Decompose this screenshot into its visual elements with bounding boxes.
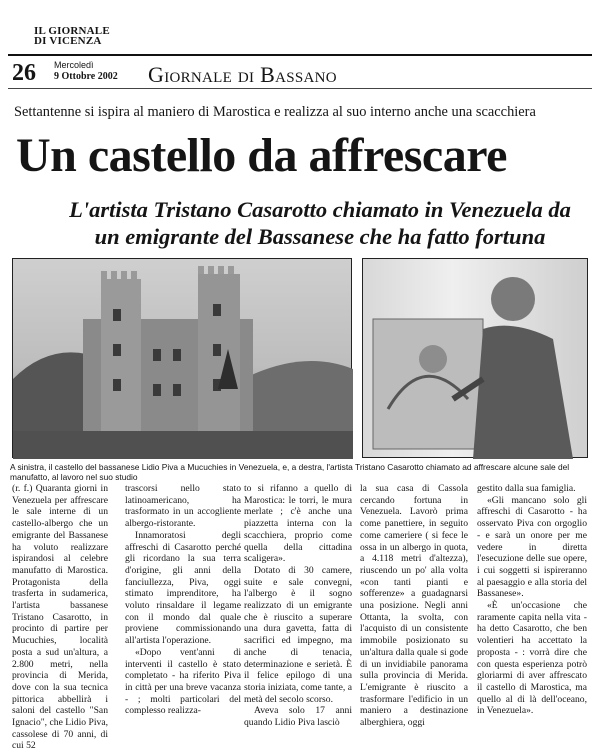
- article-deck: L'artista Tristano Casarotto chiamato in Venezuela da un emigrante del Bassanese che ha fatto fortuna: [69, 197, 571, 249]
- castle-photo: [12, 258, 352, 458]
- article-column-4: [360, 483, 468, 729]
- article-column-2: [125, 483, 241, 717]
- article-column-1: [12, 483, 108, 752]
- photo-caption: A sinistra, il castello del bassanese Lidio Piva a Mucuchies in Venezuela, e, a destra, l'artista Tristano Casarotto chiamato ad affrescare alcune sale del manufatto, al lavoro nel suo studio: [10, 462, 570, 482]
- castle-illustration: [13, 259, 353, 459]
- issue-date: [54, 60, 118, 82]
- weekday: Mercoledì: [54, 60, 94, 70]
- article-kicker: Settantenne si ispira al maniero di Marostica e realizza al suo interno anche una scacchiera: [14, 104, 536, 120]
- article-column-3: [244, 483, 352, 729]
- logo-line-1: IL GIORNALE: [34, 25, 110, 37]
- paragraph: la sua casa di Cassola cercando fortuna in Venezuela. Lavorò prima come panettiere, in seguito come cameriere ( si fece le ossa in un albergo in quota, a 4.118 metri d'altezza), riuscendo un po' alla volta «con tanti pianti e sofferenze» a guadagnarsi una posizione. Negli anni Ottanta, la svolta, con l'acquisto di un consistente immobile posizionato su un'altura dalla quale si gode di un invidiabile panorama sulla provincia di Merida. L'emigrante è riuscito a trasformare l'edificio in un maniero a destinazione alberghiera, oggi: [360, 483, 468, 729]
- logo-line-2: DI VICENZA: [34, 35, 102, 47]
- artist-illustration: [363, 259, 589, 459]
- paragraph: (r. f.) Quaranta giorni in Venezuela per affrescare le sale interne di un castello-albergo che un emigrante del Bassanese ha voluto realizzare ispirandosi al celebre manufatto di Marostica. Protagonista della trasferta in sudamerica, l'artista bassanese Tristano Casarotto, in procinto di partire per Mucuchies, località posta a sud un'altura, a 2.800 metri, nella provincia di Merida, dove con la sua tecnica pittorica abbellirà i saloni del castello "San Ignacio", che Lidio Piva, cassolese di 70 anni, di cui 52: [12, 483, 108, 752]
- artist-photo: [362, 258, 588, 458]
- paragraph: «Dopo vent'anni di interventi il castello è stato completato - ha riferito Piva in città per una breve vacanza - ; molti particolari del complesso realizza-: [125, 646, 241, 717]
- paragraph: Aveva solo 17 anni quando Lidio Piva lasciò: [244, 705, 352, 729]
- paragraph: to si rifanno a quello di Marostica: le torri, le mura merlate ; c'è anche una piazzetta interna con la scacchiera, proprio come quella della cittadina scaligera».: [244, 483, 352, 565]
- section-title: Giornale di Bassano: [148, 62, 337, 87]
- article-headline: Un castello da affrescare: [16, 129, 507, 182]
- paragraph: «Gli mancano solo gli affreschi di Casarotto - ha osservato Piva con orgoglio - e sarà un onore per me vedere in diretta l'esecuzione delle sue opere, i cui soggetti si ispireranno al paesaggio e alla storia del Bassanese».: [477, 494, 587, 600]
- article-column-5: [477, 483, 587, 717]
- masthead-divider: [8, 54, 592, 56]
- paragraph: «È un'occasione che raramente capita nella vita - ha detto Casarotto, che ben volentieri ha accettato la proposta - : vorrà dire che con questa esperienza potrò gloriarmi di aver affrescato il castello di Marostica, ma quello al di là dell'oceano, in Venezuela».: [477, 600, 587, 717]
- paragraph: trascorsi nello stato latinoamericano, ha trasformato in un accogliente albergo-ristorante.: [125, 483, 241, 530]
- page-number: 26: [12, 60, 36, 86]
- paragraph: gestito dalla sua famiglia.: [477, 483, 576, 494]
- date: 9 Ottobre 2002: [54, 71, 118, 82]
- paragraph: Dotato di 30 camere, suite e sale convegni, l'albergo è il sogno realizzato di un emigrante che è riuscito a superare una dura gavetta, fatta di sacrifici ed impegno, ma anche di tenacia, determinazione e serietà. È il felice epilogo di una storia iniziata, come tante, a metà del secolo scorso.: [244, 564, 352, 705]
- paragraph: Innamoratosi degli affreschi di Casarotto perché gli ricordano la sua terra d'origine, gli anni della fanciullezza, Piva, oggi stimato imprenditore, ha voluto rinsaldare il legame con il mondo dal quale proviene commissionando all'artista l'operazione.: [125, 529, 241, 647]
- newspaper-logo: [34, 26, 110, 46]
- section-divider: [8, 88, 592, 89]
